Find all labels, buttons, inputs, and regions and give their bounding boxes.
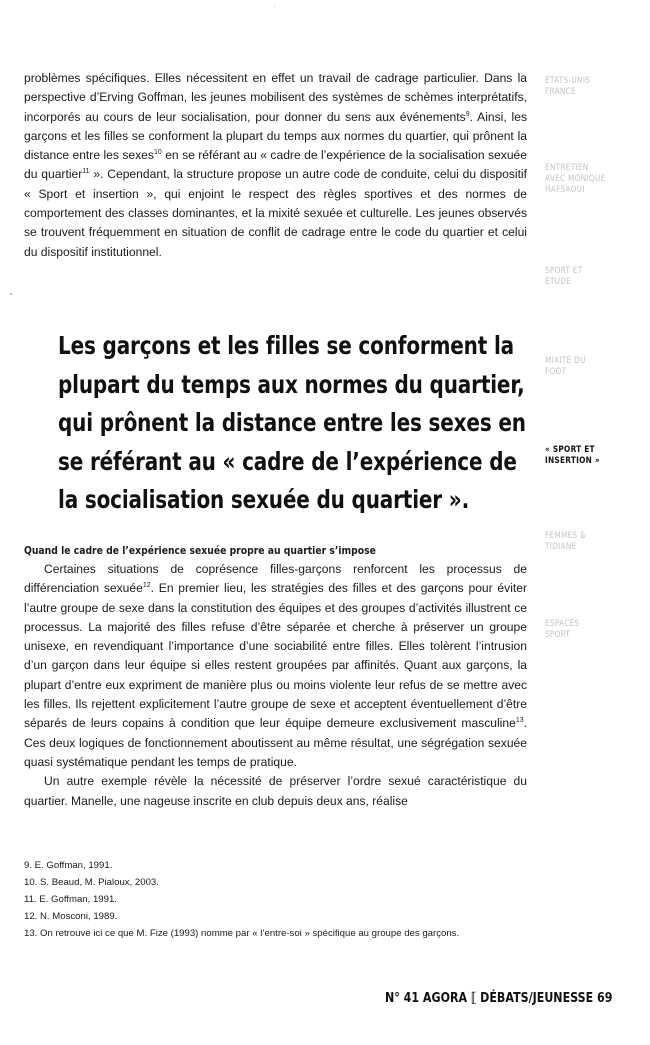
footnote-ref[interactable]: 9: [465, 110, 470, 118]
text-run: ». Cependant, la structure propose un autre code de conduite, celui du dispositif « Sport et insertion », qui enjoint le respect des règles sportives et des normes de comportement des classes dominantes, et la mixité sexuée et culturelle. Les jeunes observés se trouvent fréquemment en situation de conflit de cadrage entre le code du quartier et celui du dispositif institutionnel.: [24, 167, 527, 259]
margin-index-line: SPORT ET: [545, 266, 583, 276]
footnote-ref[interactable]: 10: [153, 149, 162, 157]
margin-index-line: FRANCE: [545, 87, 576, 97]
pull-quote: Les garçons et les filles se conforment la plupart du temps aux normes du quartier, qui prônent la distance entre les sexes en se référant au « cadre de l’expérience de la socialisation sexuée du quartier ».: [58, 331, 526, 514]
section-subheading: Quand le cadre de l’expérience sexuée propre au quartier s’impose: [24, 544, 376, 557]
footnote-ref[interactable]: 13: [515, 717, 524, 725]
margin-index-item[interactable]: [545, 163, 627, 196]
page-footer: N° 41 AGORA ⟦ DÉBATS/JEUNESSE 69: [385, 990, 613, 1006]
footnote-9: 9. E. Goffman, 1991.: [24, 860, 113, 871]
margin-index-line: ENTRETIEN: [545, 163, 589, 173]
text-run: problèmes spécifiques. Elles nécessitent en effet un travail de cadrage particulier. Dans la perspective d’Erving Goffman, les jeunes mobilisent des systèmes de schèmes interprétatifs, incorporés au cours de leur socialisation, pour donner du sens aux événements: [24, 71, 527, 124]
scan-mark: [274, 6, 275, 7]
footnote-10: 10. S. Beaud, M. Pialoux, 2003.: [24, 877, 159, 888]
margin-index-item[interactable]: [545, 356, 627, 378]
footnote-ref[interactable]: 11: [82, 168, 90, 176]
margin-index-line: ESPACES: [545, 619, 580, 629]
margin-index-item[interactable]: [545, 531, 627, 553]
text-run: . Ainsi, les garçons et les filles se conforment la plupart du temps aux normes du quartier, qui prônent la distance entre les sexes: [24, 109, 527, 163]
text-run: . En premier lieu, les stratégies des filles et des garçons pour éviter l’autre groupe de sexe dans la constitution des équipes et des groupes d’activités illustrent ce processus. La majorité des filles refuse d’être séparée et cherche à préserver un groupe unisexe, en revendiquant l’importance d’une sociabilité entre filles. Elles tolèrent l’intrusion d’un garçon dans leur équipe si elles restent groupées par affinités. Quant aux garçons, la plupart d’entre eux expriment de manière plus ou moins violente leur refus de se mettre avec les filles. Ils rejettent explicitement l’autre groupe de sexe et acceptent éventuellement d’être séparés de leurs copains à condition que leur équipe demeure exclusivement masculine: [24, 581, 528, 731]
body-paragraph-2: [24, 560, 527, 772]
footnotes: [24, 857, 584, 942]
margin-index-line: FOOT: [545, 367, 567, 377]
footnote-12: 12. N. Mosconi, 1989.: [24, 911, 118, 922]
body-paragraph-3: Un autre exemple révèle la nécessité de préserver l’ordre sexué caractéristique du quartier. Manelle, une nageuse inscrite en club depuis deux ans, réalise: [24, 774, 527, 808]
margin-index-line: ÉTUDE: [545, 277, 572, 287]
margin-index-line: ÉTATS-UNIS: [545, 76, 591, 86]
margin-index-item[interactable]: [545, 619, 627, 641]
margin-index-line: SPORT: [545, 630, 571, 640]
margin-index-line: AVEC MONIQUE: [545, 174, 606, 184]
footnote-11: 11. E. Goffman, 1991.: [24, 894, 117, 905]
text-run: en se référant au « cadre de l’expérience de la socialisation sexuée du quartier: [24, 148, 527, 182]
margin-index-line: TIDIANE: [545, 542, 577, 552]
text-run: Certaines situations de coprésence filles-garçons renforcent les processus de différenciation sexuée: [24, 562, 527, 596]
margin-index-item-active[interactable]: [545, 445, 627, 467]
margin-index-line: FEMMES &: [545, 531, 587, 541]
footnote-13: 13. On retrouve ici ce que M. Fize (1993) nomme par « l’entre-soi » spécifique au groupe des garçons.: [24, 928, 460, 939]
margin-index-line: INSERTION »: [545, 456, 600, 466]
margin-index-line: « SPORT ET: [545, 445, 595, 455]
body-paragraph-1: [24, 69, 527, 262]
footnote-ref[interactable]: 12: [142, 582, 151, 590]
section-quand-le-cadre: [24, 543, 527, 811]
margin-index-line: MIXITÉ DU: [545, 356, 586, 366]
margin-index-item[interactable]: [545, 76, 627, 98]
margin-index-line: HAFSAOUI: [545, 185, 585, 195]
text-run: . Ces deux logiques de fonctionnement aboutissent au même résultat, une ségrégation sexuée quasi systématique pendant les temps de pratique.: [24, 716, 527, 769]
margin-index-item[interactable]: [545, 266, 627, 288]
scan-mark: [10, 293, 12, 295]
